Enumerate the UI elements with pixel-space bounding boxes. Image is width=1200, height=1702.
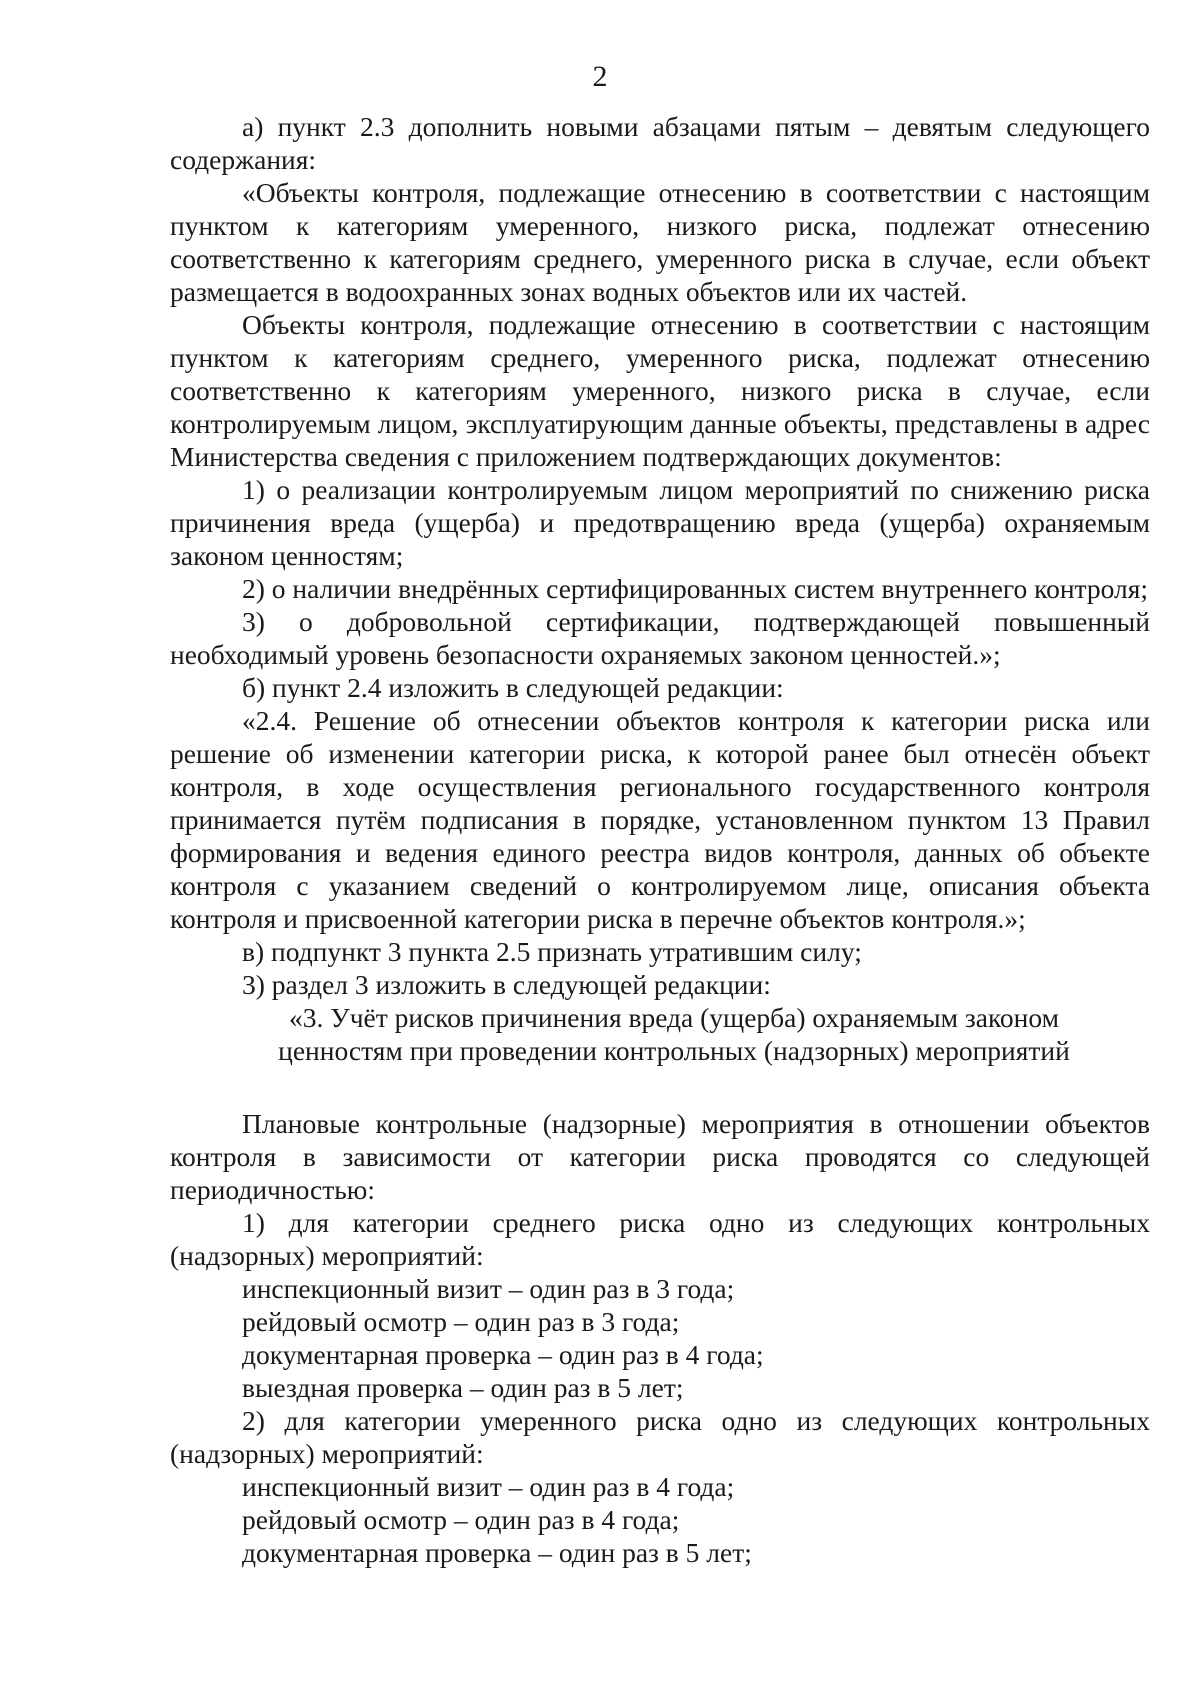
section-heading-line-1: «3. Учёт рисков причинения вреда (ущерба) охраняемым законом xyxy=(288,1002,1060,1033)
list-line-raid-inspection-3: рейдовый осмотр – один раз в 3 года; xyxy=(242,1306,680,1337)
paragraph-planned-measures: Плановые контрольные (надзорные) мероприятия в отношении объектов контроля в зависимости от категории риска проводятся со следующей периодичностью: xyxy=(170,1108,1150,1205)
heading-spacer xyxy=(170,1067,1150,1107)
paragraph-objects-moderate-low: «Объекты контроля, подлежащие отнесению в соответствии с настоящим пунктом к категориям умеренного, низкого риска, подлежат отнесению соответственно к категориям среднего, умеренного риска в случае, если объект размещается в водоохранных зонах водных объектов или их частей. xyxy=(170,177,1150,307)
list-line-documentary-check-5: документарная проверка – один раз в 5 лет; xyxy=(242,1537,752,1568)
paragraph-amendment-a: а) пункт 2.3 дополнить новыми абзацами пятым – девятым следующего содержания: xyxy=(170,111,1150,175)
paragraph-objects-medium-moderate: Объекты контроля, подлежащие отнесению в соответствии с настоящим пунктом к категориям среднего, умеренного риска, подлежат отнесению соответственно к категориям умеренного, низкого риска в случае, если контролируемым лицом, эксплуатирующим данные объекты, представлены в адрес Министерства сведения с приложением подтверждающих документов: xyxy=(170,309,1150,472)
list-item-1-measures: 1) о реализации контролируемым лицом мероприятий по снижению риска причинения вреда (ущерба) и предотвращению вреда (ущерба) охраняемым законом ценностям; xyxy=(170,474,1150,571)
paragraph-amendment-v: в) подпункт 3 пункта 2.5 признать утратившим силу; xyxy=(242,936,862,967)
list-item-medium-risk: 1) для категории среднего риска одно из следующих контрольных (надзорных) мероприятий: xyxy=(170,1207,1150,1271)
list-line-documentary-check-4: документарная проверка – один раз в 4 года; xyxy=(242,1339,764,1370)
list-item-2-systems: 2) о наличии внедрённых сертифицированных систем внутреннего контроля; xyxy=(242,573,1149,604)
paragraph-clause-2-4: «2.4. Решение об отнесении объектов контроля к категории риска или решение об изменении категории риска, к которой ранее был отнесён объект контроля, в ходе осуществления регионального государственного контроля принимается путём подписания в порядке, установленном пунктом 13 Правил формирования и ведения единого реестра видов контроля, данных об объекте контроля с указанием сведений о контролируемом лице, описания объекта контроля и присвоенной категории риска в перечне объектов контроля.»; xyxy=(170,705,1150,934)
paragraph-section-3: 3) раздел 3 изложить в следующей редакции: xyxy=(242,969,771,1000)
list-line-inspection-visit-3: инспекционный визит – один раз в 3 года; xyxy=(242,1273,735,1304)
page-number: 2 xyxy=(592,60,608,93)
list-line-inspection-visit-4: инспекционный визит – один раз в 4 года; xyxy=(242,1471,735,1502)
paragraph-amendment-b: б) пункт 2.4 изложить в следующей редакции: xyxy=(242,672,784,703)
section-heading-line-2: ценностям при проведении контрольных (надзорных) мероприятий xyxy=(278,1035,1070,1066)
list-line-onsite-check-5: выездная проверка – один раз в 5 лет; xyxy=(242,1372,684,1403)
list-item-3-certification: 3) о добровольной сертификации, подтверждающей повышенный необходимый уровень безопасности охраняемых законом ценностей.»; xyxy=(170,606,1150,670)
list-line-raid-inspection-4: рейдовый осмотр – один раз в 4 года; xyxy=(242,1504,680,1535)
list-item-moderate-risk: 2) для категории умеренного риска одно из следующих контрольных (надзорных) мероприятий: xyxy=(170,1405,1150,1469)
document-body xyxy=(170,110,1150,1569)
